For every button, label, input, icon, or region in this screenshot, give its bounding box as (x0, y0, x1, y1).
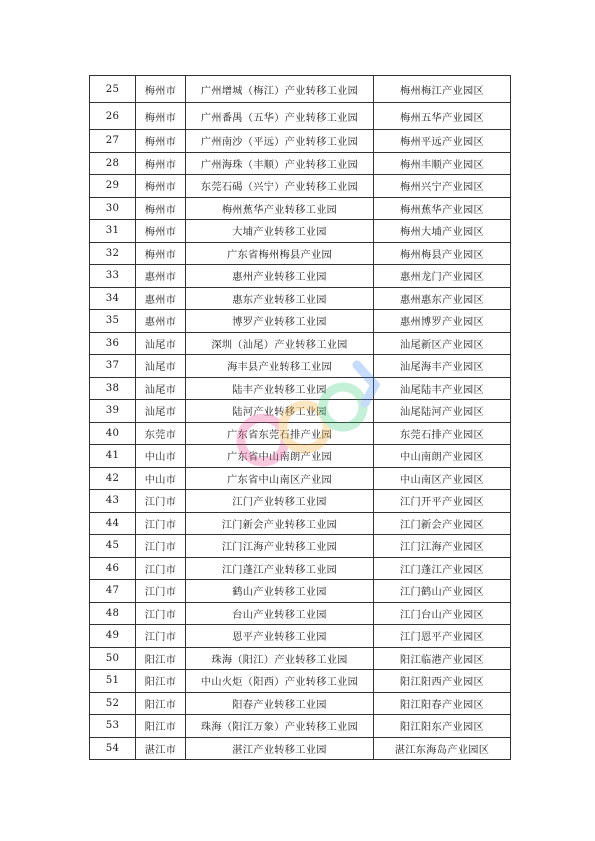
row-number: 37 (90, 355, 136, 378)
row-park-name: 深圳（汕尾）产业转移工业园 (186, 332, 374, 355)
table-row (90, 692, 511, 715)
row-zone-name: 梅州丰顺产业园区 (374, 152, 511, 175)
row-number: 54 (90, 737, 136, 760)
table-row (90, 220, 511, 243)
table-row (90, 130, 511, 153)
row-zone-name: 东莞石排产业园区 (374, 422, 511, 445)
row-zone-name: 江门蓬江产业园区 (374, 557, 511, 580)
row-park-name: 惠东产业转移工业园 (186, 287, 374, 310)
table-row (90, 197, 511, 220)
table-row (90, 175, 511, 198)
row-zone-name: 梅州蕉华产业园区 (374, 197, 511, 220)
row-number: 40 (90, 422, 136, 445)
row-number: 48 (90, 602, 136, 625)
row-city: 梅州市 (136, 220, 186, 243)
row-number: 41 (90, 445, 136, 468)
row-city: 阳江市 (136, 670, 186, 693)
row-zone-name: 中山南朗产业园区 (374, 445, 511, 468)
row-number: 34 (90, 287, 136, 310)
row-city: 江门市 (136, 557, 186, 580)
row-number: 28 (90, 152, 136, 175)
table-row (90, 557, 511, 580)
industrial-park-table (89, 75, 511, 760)
row-park-name: 江门新会产业转移工业园 (186, 512, 374, 535)
row-city: 江门市 (136, 602, 186, 625)
table-row (90, 670, 511, 693)
row-city: 惠州市 (136, 310, 186, 333)
row-park-name: 广东省梅州梅县产业园 (186, 242, 374, 265)
row-city: 汕尾市 (136, 400, 186, 423)
table-body (90, 76, 511, 760)
row-park-name: 珠海（阳江万象）产业转移工业园 (186, 715, 374, 738)
row-number: 39 (90, 400, 136, 423)
row-park-name: 广州海珠（丰顺）产业转移工业园 (186, 152, 374, 175)
row-number: 36 (90, 332, 136, 355)
row-park-name: 中山火炬（阳西）产业转移工业园 (186, 670, 374, 693)
row-number: 44 (90, 512, 136, 535)
table-row (90, 737, 511, 760)
row-zone-name: 江门江海产业园区 (374, 535, 511, 558)
row-number: 46 (90, 557, 136, 580)
row-number: 29 (90, 175, 136, 198)
row-city: 江门市 (136, 535, 186, 558)
row-city: 梅州市 (136, 197, 186, 220)
table-row (90, 332, 511, 355)
row-number: 35 (90, 310, 136, 333)
row-zone-name: 梅州平远产业园区 (374, 130, 511, 153)
row-city: 梅州市 (136, 242, 186, 265)
row-zone-name: 梅州大埔产业园区 (374, 220, 511, 243)
row-zone-name: 惠州龙门产业园区 (374, 265, 511, 288)
row-park-name: 陆河产业转移工业园 (186, 400, 374, 423)
table-row (90, 467, 511, 490)
row-city: 东莞市 (136, 422, 186, 445)
row-city: 惠州市 (136, 287, 186, 310)
row-park-name: 梅州蕉华产业转移工业园 (186, 197, 374, 220)
row-city: 湛江市 (136, 737, 186, 760)
table-row (90, 355, 511, 378)
table-row (90, 152, 511, 175)
row-number: 53 (90, 715, 136, 738)
row-zone-name: 阳江阳东产业园区 (374, 715, 511, 738)
row-park-name: 珠海（阳江）产业转移工业园 (186, 647, 374, 670)
row-city: 汕尾市 (136, 332, 186, 355)
table-row (90, 535, 511, 558)
table-row (90, 445, 511, 468)
row-number: 30 (90, 197, 136, 220)
row-park-name: 湛江产业转移工业园 (186, 737, 374, 760)
table-row (90, 625, 511, 648)
row-park-name: 东莞石碣（兴宁）产业转移工业园 (186, 175, 374, 198)
row-number: 38 (90, 377, 136, 400)
row-zone-name: 惠州博罗产业园区 (374, 310, 511, 333)
row-city: 梅州市 (136, 103, 186, 130)
row-number: 27 (90, 130, 136, 153)
row-city: 江门市 (136, 512, 186, 535)
row-zone-name: 惠州惠东产业园区 (374, 287, 511, 310)
row-park-name: 广东省东莞石排产业园 (186, 422, 374, 445)
row-city: 中山市 (136, 467, 186, 490)
row-zone-name: 江门鹤山产业园区 (374, 580, 511, 603)
row-zone-name: 湛江东海岛产业园区 (374, 737, 511, 760)
row-zone-name: 汕尾陆河产业园区 (374, 400, 511, 423)
row-number: 26 (90, 103, 136, 130)
row-park-name: 台山产业转移工业园 (186, 602, 374, 625)
table-row (90, 490, 511, 513)
row-park-name: 江门蓬江产业转移工业园 (186, 557, 374, 580)
row-number: 42 (90, 467, 136, 490)
row-number: 50 (90, 647, 136, 670)
table-row (90, 602, 511, 625)
row-city: 惠州市 (136, 265, 186, 288)
table-row (90, 422, 511, 445)
row-zone-name: 汕尾海丰产业园区 (374, 355, 511, 378)
row-zone-name: 中山南区产业园区 (374, 467, 511, 490)
row-city: 江门市 (136, 490, 186, 513)
table-row (90, 580, 511, 603)
row-zone-name: 江门开平产业园区 (374, 490, 511, 513)
row-number: 49 (90, 625, 136, 648)
row-number: 25 (90, 76, 136, 103)
row-zone-name: 阳江阳西产业园区 (374, 670, 511, 693)
row-park-name: 恩平产业转移工业园 (186, 625, 374, 648)
row-zone-name: 江门台山产业园区 (374, 602, 511, 625)
row-park-name: 广州增城（梅江）产业转移工业园 (186, 76, 374, 103)
row-park-name: 江门产业转移工业园 (186, 490, 374, 513)
row-city: 江门市 (136, 625, 186, 648)
table-row (90, 400, 511, 423)
table-row (90, 512, 511, 535)
row-zone-name: 江门新会产业园区 (374, 512, 511, 535)
row-park-name: 博罗产业转移工业园 (186, 310, 374, 333)
table-row (90, 103, 511, 130)
row-park-name: 海丰县产业转移工业园 (186, 355, 374, 378)
row-zone-name: 汕尾陆丰产业园区 (374, 377, 511, 400)
table-row (90, 647, 511, 670)
row-zone-name: 汕尾新区产业园区 (374, 332, 511, 355)
row-city: 梅州市 (136, 130, 186, 153)
row-park-name: 阳春产业转移工业园 (186, 692, 374, 715)
row-number: 32 (90, 242, 136, 265)
table-row (90, 310, 511, 333)
row-city: 阳江市 (136, 647, 186, 670)
table-row (90, 76, 511, 103)
row-city: 阳江市 (136, 692, 186, 715)
row-number: 31 (90, 220, 136, 243)
row-number: 33 (90, 265, 136, 288)
row-park-name: 鹤山产业转移工业园 (186, 580, 374, 603)
table-row (90, 715, 511, 738)
table-row (90, 265, 511, 288)
row-number: 52 (90, 692, 136, 715)
row-number: 47 (90, 580, 136, 603)
row-city: 汕尾市 (136, 355, 186, 378)
row-city: 阳江市 (136, 715, 186, 738)
row-number: 45 (90, 535, 136, 558)
row-city: 中山市 (136, 445, 186, 468)
row-zone-name: 梅州五华产业园区 (374, 103, 511, 130)
table-row (90, 287, 511, 310)
row-city: 梅州市 (136, 76, 186, 103)
table-row (90, 242, 511, 265)
row-zone-name: 江门恩平产业园区 (374, 625, 511, 648)
row-city: 梅州市 (136, 152, 186, 175)
row-park-name: 广东省中山南区产业园 (186, 467, 374, 490)
row-zone-name: 梅州梅江产业园区 (374, 76, 511, 103)
row-zone-name: 阳江阳春产业园区 (374, 692, 511, 715)
row-number: 43 (90, 490, 136, 513)
row-city: 汕尾市 (136, 377, 186, 400)
row-park-name: 江门江海产业转移工业园 (186, 535, 374, 558)
row-city: 江门市 (136, 580, 186, 603)
row-park-name: 惠州产业转移工业园 (186, 265, 374, 288)
row-zone-name: 梅州梅县产业园区 (374, 242, 511, 265)
table-row (90, 377, 511, 400)
row-city: 梅州市 (136, 175, 186, 198)
row-park-name: 广州南沙（平远）产业转移工业园 (186, 130, 374, 153)
row-park-name: 广东省中山南朗产业园 (186, 445, 374, 468)
row-zone-name: 阳江临港产业园区 (374, 647, 511, 670)
row-park-name: 大埔产业转移工业园 (186, 220, 374, 243)
row-park-name: 陆丰产业转移工业园 (186, 377, 374, 400)
row-park-name: 广州番禺（五华）产业转移工业园 (186, 103, 374, 130)
row-number: 51 (90, 670, 136, 693)
row-zone-name: 梅州兴宁产业园区 (374, 175, 511, 198)
